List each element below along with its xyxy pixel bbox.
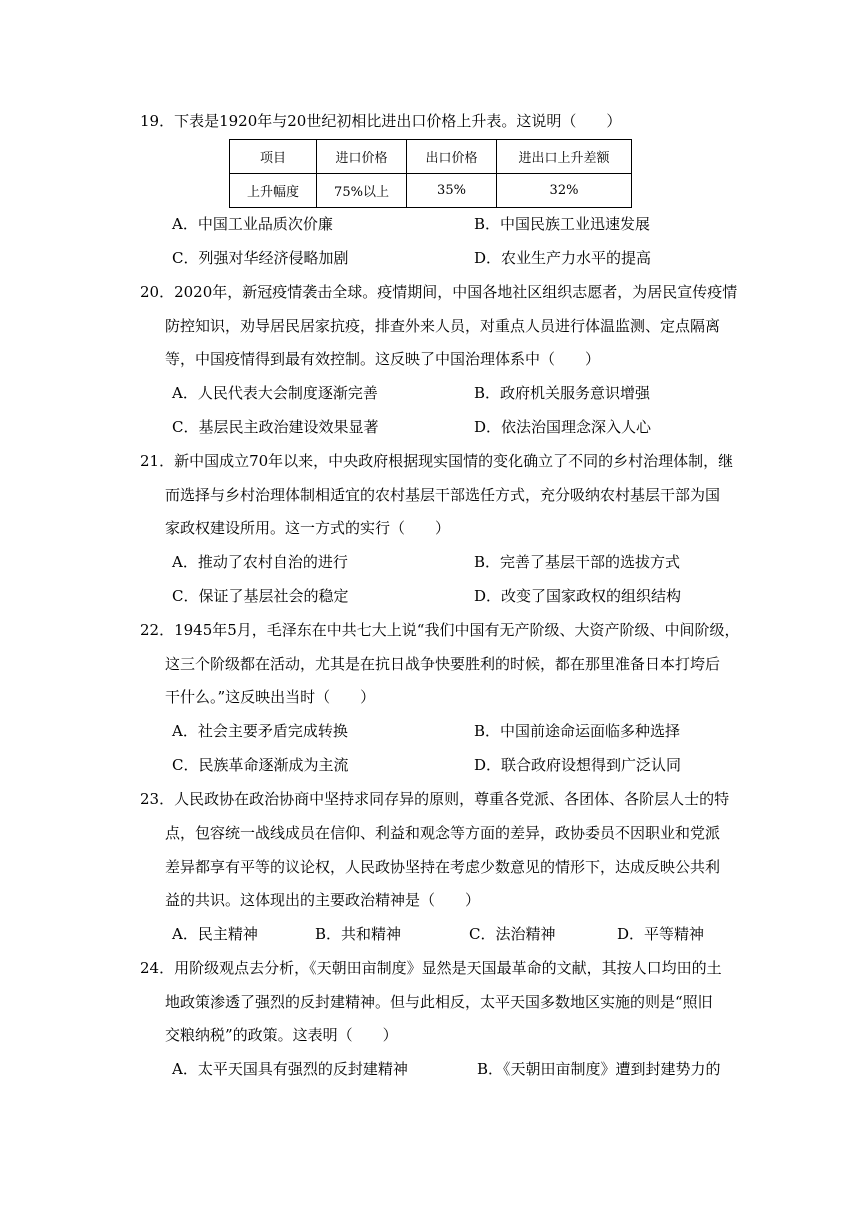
option-b: B．中国民族工业迅速发展 xyxy=(474,215,651,233)
option-a: A．推动了农村自治的进行 xyxy=(172,553,348,571)
option-a: A．中国工业品质次价廉 xyxy=(172,215,333,233)
question-21-line: 家政权建设所用。这一方式的实行（ ） xyxy=(165,519,451,537)
table-header-cell: 进出口上升差额 xyxy=(497,140,632,174)
option-a: A．人民代表大会制度逐渐完善 xyxy=(172,384,378,402)
question-19-stem: 19．下表是1920年与20世纪初相比进出口价格上升表。这说明（ ） xyxy=(140,112,622,130)
option-c: C．列强对华经济侵略加剧 xyxy=(172,249,349,267)
question-20-line: 防控知识，劝导居民居家抗疫，排查外来人员，对重点人员进行体温监测、定点隔离 xyxy=(165,317,721,335)
price-increase-table xyxy=(229,139,632,208)
option-d: D．联合政府设想得到广泛认同 xyxy=(474,756,682,774)
option-c: C．基层民主政治建设效果显著 xyxy=(172,418,379,436)
question-23-line: 益的共识。这体现出的主要政治精神是（ ） xyxy=(165,891,481,909)
option-c: C．保证了基层社会的稳定 xyxy=(172,587,349,605)
question-20-line: 20．2020年，新冠疫情袭击全球。疫情期间，中国各地社区组织志愿者，为居民宣传疫情 xyxy=(140,283,738,301)
option-b: B．中国前途命运面临多种选择 xyxy=(474,722,681,740)
question-22-line: 22．1945年5月，毛泽东在中共七大上说“我们中国有无产阶级、大资产阶级、中间阶级， xyxy=(140,621,740,639)
option-c: C．法治精神 xyxy=(469,925,556,943)
option-b: B．政府机关服务意识增强 xyxy=(474,384,651,402)
question-23-line: 差异都享有平等的议论权，人民政协坚持在考虑少数意见的情形下，达成反映公共利 xyxy=(165,858,721,876)
table-header-cell: 项目 xyxy=(230,140,317,174)
question-23-line: 点，包容统一战线成员在信仰、利益和观念等方面的差异，政协委员不因职业和党派 xyxy=(165,824,721,842)
option-a: A．太平天国具有强烈的反封建精神 xyxy=(172,1060,408,1078)
table-cell: 35% xyxy=(407,174,497,208)
question-21-line: 而选择与乡村治理体制相适宜的农村基层干部选任方式，充分吸纳农村基层干部为国 xyxy=(165,486,721,504)
option-d: D．平等精神 xyxy=(617,925,705,943)
question-24-line: 24．用阶级观点去分析，《天朝田亩制度》显然是天国最革命的文献，其按人口均田的土 xyxy=(140,959,722,977)
question-20-line: 等，中国疫情得到最有效控制。这反映了中国治理体系中（ ） xyxy=(165,350,601,368)
option-d: D．改变了国家政权的组织结构 xyxy=(474,587,682,605)
option-b: B．完善了基层干部的选拔方式 xyxy=(474,553,681,571)
table-header-cell: 进口价格 xyxy=(317,140,407,174)
option-d: D．农业生产力水平的提高 xyxy=(474,249,652,267)
option-b: B．《天朝田亩制度》遭到封建势力的 xyxy=(477,1060,721,1078)
question-24-line: 交粮纳税”的政策。这表明（ ） xyxy=(165,1026,398,1044)
table-header-row xyxy=(230,140,632,174)
table-cell: 32% xyxy=(497,174,632,208)
question-22-line: 这三个阶级都在活动，尤其是在抗日战争快要胜利的时候，都在那里准备日本打垮后 xyxy=(165,655,721,673)
option-b: B．共和精神 xyxy=(315,925,402,943)
question-23-line: 23．人民政协在政治协商中坚持求同存异的原则，尊重各党派、各团体、各阶层人士的特 xyxy=(140,790,730,808)
table-cell: 上升幅度 xyxy=(230,174,317,208)
option-d: D．依法治国理念深入人心 xyxy=(474,418,652,436)
option-c: C．民族革命逐渐成为主流 xyxy=(172,756,349,774)
option-a: A．社会主要矛盾完成转换 xyxy=(172,722,348,740)
table-row xyxy=(230,174,632,208)
question-22-line: 干什么。”这反映出当时（ ） xyxy=(165,688,376,706)
option-a: A．民主精神 xyxy=(172,925,258,943)
question-24-line: 地政策渗透了强烈的反封建精神。但与此相反，太平天国多数地区实施的则是“照旧 xyxy=(165,993,713,1011)
table-header-cell: 出口价格 xyxy=(407,140,497,174)
question-21-line: 21．新中国成立70年以来，中央政府根据现实国情的变化确立了不同的乡村治理体制，继 xyxy=(140,452,734,470)
table-cell: 75%以上 xyxy=(317,174,407,208)
